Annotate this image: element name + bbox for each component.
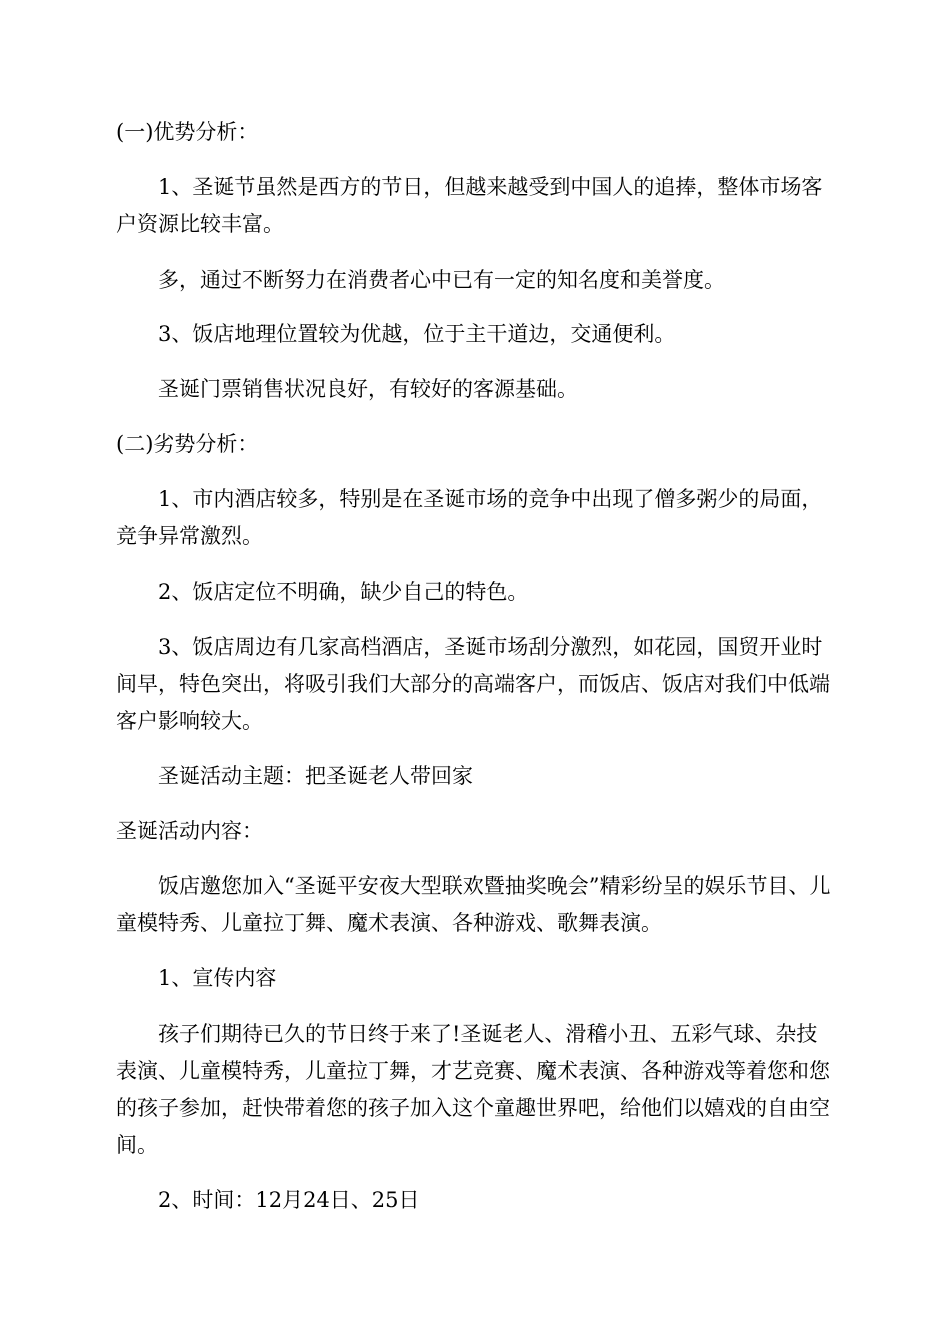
heading-disadvantages: (二)劣势分析： xyxy=(116,432,259,456)
paragraph-advantage-3: 3、饭店地理位置较为优越，位于主干道边，交通便利。 xyxy=(158,322,676,346)
activity-theme: 圣诞活动主题：把圣诞老人带回家 xyxy=(158,764,473,788)
heading-advantages: (一)优势分析： xyxy=(116,120,259,144)
paragraph-advantage-1: 1、圣诞节虽然是西方的节日，但越来越受到中国人的追捧，整体市场客户资源比较丰富。 xyxy=(116,175,823,236)
paragraph-advantage-4: 圣诞门票销售状况良好，有较好的客源基础。 xyxy=(158,377,578,401)
paragraph-promotion-text: 孩子们期待已久的节日终于来了!圣诞老人、滑稽小丑、五彩气球、杂技表演、儿童模特秀，儿童拉丁舞，才艺竞赛、魔术表演、各种游戏等着您和您的孩子参加，赶快带着您的孩子加入这个童趣世界吧，给他们以嬉戏的自由空间。 xyxy=(116,1022,830,1157)
paragraph-activity-invite: 饭店邀您加入“圣诞平安夜大型联欢暨抽奖晚会”精彩纷呈的娱乐节目、儿童模特秀、儿童拉丁舞、魔术表演、各种游戏、歌舞表演。 xyxy=(116,874,831,935)
paragraph-disadvantage-2: 2、饭店定位不明确，缺少自己的特色。 xyxy=(158,580,529,604)
heading-activity-content: 圣诞活动内容： xyxy=(116,819,263,843)
paragraph-disadvantage-3: 3、饭店周边有几家高档酒店，圣诞市场刮分激烈，如花园，国贸开业时间早，特色突出，将吸引我们大部分的高端客户，而饭店、饭店对我们中低端客户影响较大。 xyxy=(116,635,830,733)
paragraph-disadvantage-1: 1、市内酒店较多，特别是在圣诞市场的竞争中出现了僧多粥少的局面，竞争异常激烈。 xyxy=(116,487,823,548)
heading-promotion-content: 1、宣传内容 xyxy=(158,966,277,990)
paragraph-advantage-2: 多，通过不断努力在消费者心中已有一定的知名度和美誉度。 xyxy=(158,268,725,292)
paragraph-event-time: 2、时间：12月24日、25日 xyxy=(158,1188,420,1212)
